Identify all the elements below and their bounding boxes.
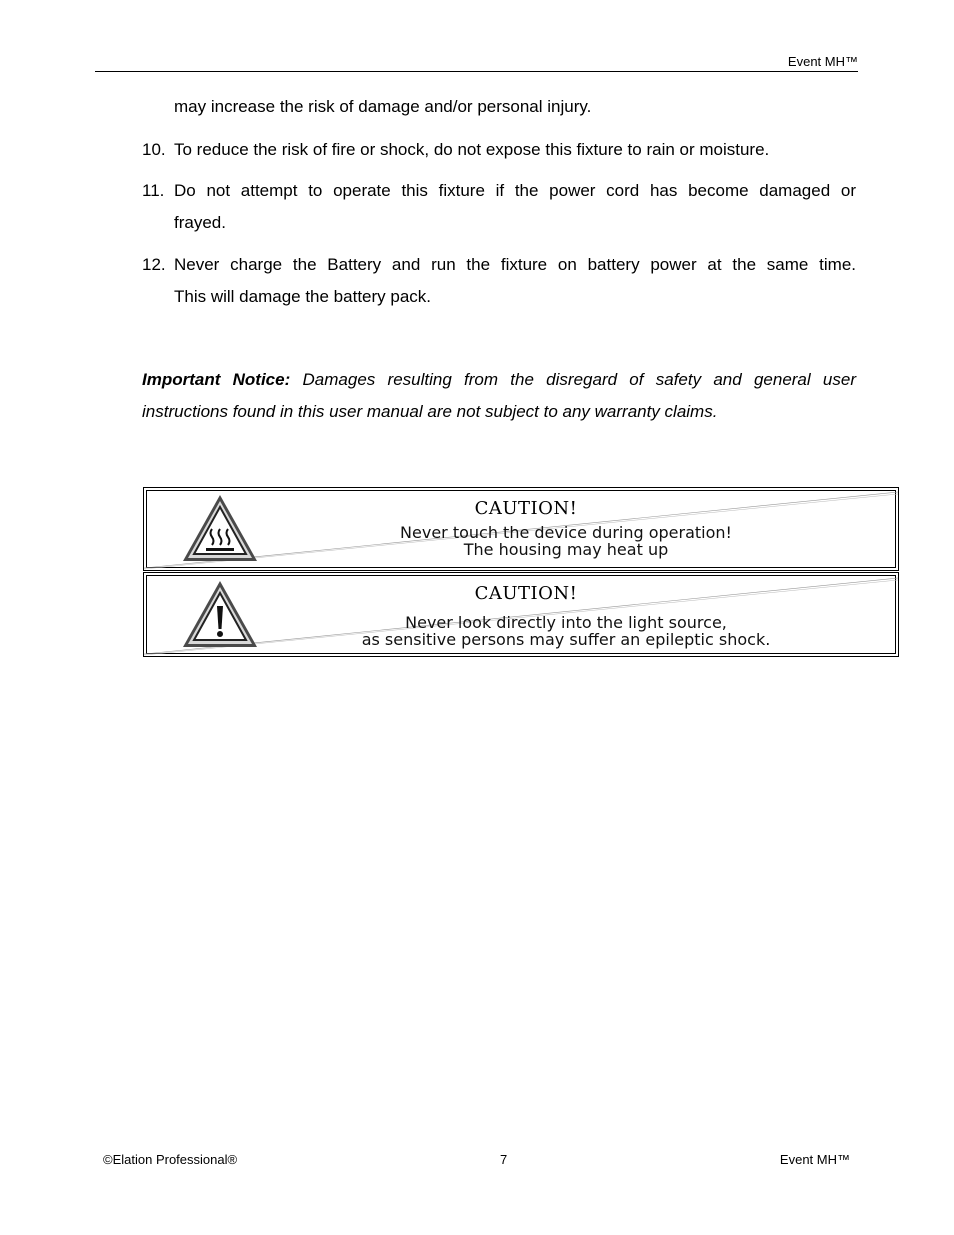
- notice-text: Damages resulting from the disregard of safety and general user: [302, 370, 856, 389]
- caution-message: Never touch the device during operation!: [400, 523, 732, 542]
- caution-message: The housing may heat up: [463, 540, 669, 559]
- list-continuation: may increase the risk of damage and/or personal injury.: [174, 97, 592, 116]
- list-item-text: frayed.: [174, 213, 226, 232]
- list-item-text: Do not attempt to operate this fixture if the power cord has become damaged or: [174, 181, 856, 200]
- caution-box: [143, 487, 899, 571]
- important-notice: [142, 370, 856, 390]
- list-item-text: This will damage the battery pack.: [174, 287, 432, 306]
- footer-title: Event MH™: [779, 1152, 850, 1167]
- header-title: Event MH™: [787, 54, 858, 69]
- list-item-text: Never charge the Battery and run the fixture on battery power at the same time.: [174, 255, 856, 274]
- list-item-number: 12.: [142, 255, 166, 274]
- notice-text: instructions found in this user manual are not subject to any warranty claims.: [142, 402, 718, 421]
- header-rule: [95, 71, 858, 72]
- footer-copyright: ©Elation Professional®: [103, 1152, 238, 1167]
- list-item-number: 10.: [142, 140, 166, 159]
- caution-message: as sensitive persons may suffer an epileptic shock.: [361, 630, 771, 649]
- list-item-text: To reduce the risk of fire or shock, do not expose this fixture to rain or moisture.: [174, 140, 770, 159]
- caution-title: CAUTION!: [474, 583, 578, 604]
- notice-label: Important Notice:: [142, 370, 291, 389]
- caution-title: CAUTION!: [474, 498, 578, 519]
- caution-message: Never look directly into the light source,: [405, 613, 727, 632]
- caution-box: [143, 572, 899, 657]
- list-item-number: 11.: [142, 181, 165, 200]
- page-number: 7: [500, 1152, 508, 1167]
